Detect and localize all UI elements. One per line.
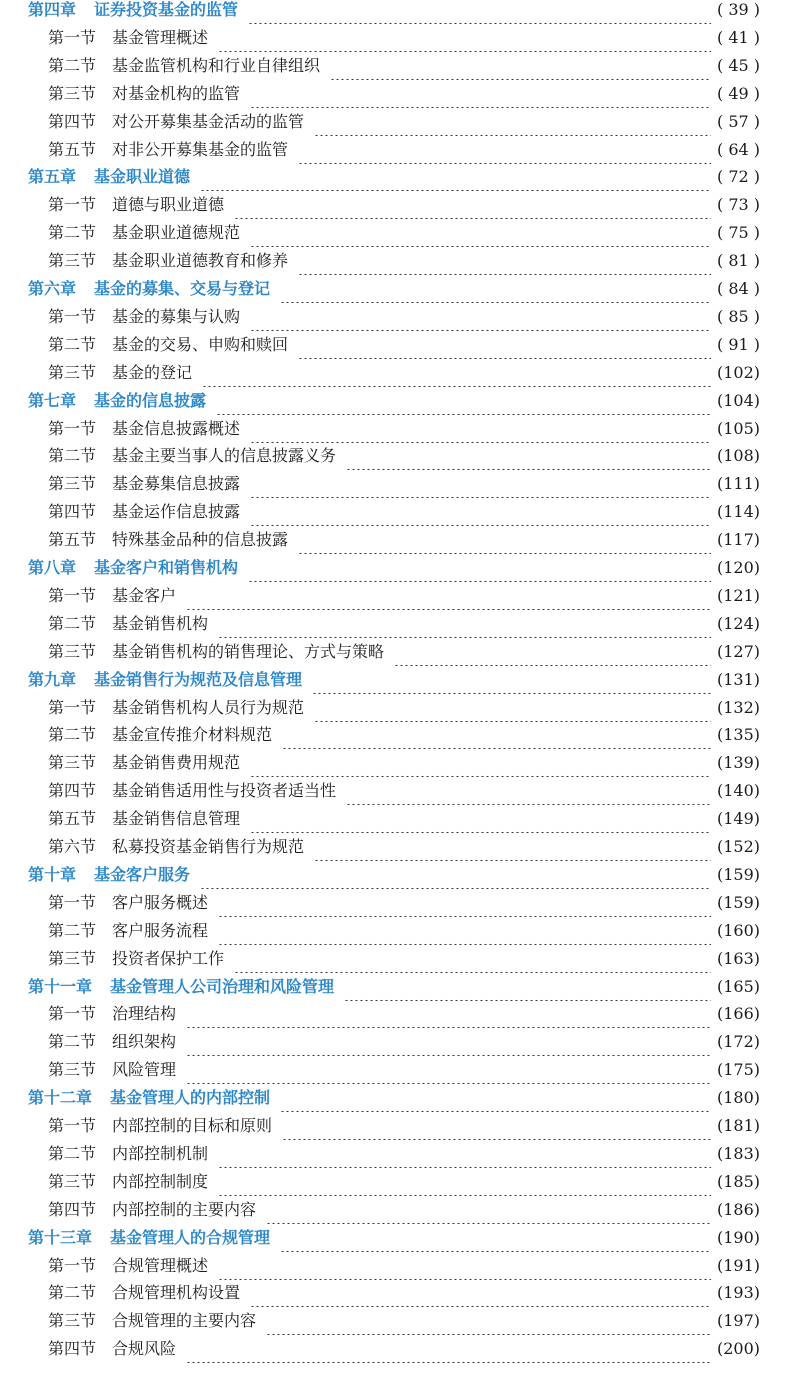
section-number: 第五节 bbox=[48, 530, 97, 550]
section-number: 第二节 bbox=[48, 725, 97, 745]
section-title: 基金的登记 bbox=[112, 362, 193, 382]
toc-chapter-entry[interactable] bbox=[28, 666, 760, 694]
dot-leader bbox=[314, 694, 711, 722]
page-number: (149) bbox=[716, 809, 760, 829]
section-number: 第三节 bbox=[48, 83, 97, 103]
dot-leader bbox=[266, 1307, 711, 1335]
chapter-number: 第七章 bbox=[28, 390, 77, 410]
section-number: 第二节 bbox=[48, 223, 97, 243]
section-number: 第二节 bbox=[48, 55, 97, 75]
page-number: (185) bbox=[716, 1171, 760, 1191]
toc-section-entry[interactable] bbox=[48, 1168, 760, 1196]
page-number: (160) bbox=[716, 920, 760, 940]
dot-leader bbox=[186, 1028, 711, 1056]
section-number: 第三节 bbox=[48, 1060, 97, 1080]
chapter-number: 第十章 bbox=[28, 864, 77, 884]
toc-chapter-entry[interactable] bbox=[28, 163, 760, 191]
section-number: 第二节 bbox=[48, 613, 97, 633]
toc-section-entry[interactable] bbox=[48, 498, 760, 526]
section-number: 第一节 bbox=[48, 697, 97, 717]
page-number: ( 73 ) bbox=[716, 195, 760, 215]
page-number: (105) bbox=[716, 418, 760, 438]
toc-section-entry[interactable] bbox=[48, 638, 760, 666]
chapter-number: 第十一章 bbox=[28, 976, 93, 996]
page-number: (191) bbox=[716, 1255, 760, 1275]
section-number: 第六节 bbox=[48, 837, 97, 856]
chapter-number: 第九章 bbox=[28, 669, 77, 689]
section-title: 私募投资基金销售行为规范 bbox=[112, 837, 305, 856]
page-number: (102) bbox=[716, 362, 760, 382]
page-number: (117) bbox=[716, 530, 760, 550]
toc-section-entry[interactable] bbox=[48, 191, 760, 219]
section-title: 投资者保护工作 bbox=[112, 948, 225, 968]
dot-leader bbox=[282, 721, 711, 749]
section-number: 第二节 bbox=[48, 1143, 97, 1163]
dot-leader bbox=[250, 415, 711, 443]
dot-leader bbox=[202, 359, 711, 387]
toc-section-entry[interactable] bbox=[48, 694, 760, 722]
toc-section-entry[interactable] bbox=[48, 108, 760, 136]
page-number: ( 85 ) bbox=[716, 306, 760, 326]
toc-section-entry[interactable] bbox=[48, 833, 760, 861]
dot-leader bbox=[312, 666, 711, 694]
toc-section-entry[interactable] bbox=[48, 1252, 760, 1280]
page-number: (186) bbox=[716, 1199, 760, 1219]
dot-leader bbox=[186, 1056, 711, 1084]
toc-section-entry[interactable] bbox=[48, 442, 760, 470]
page-number: (159) bbox=[716, 864, 760, 884]
page-number: ( 81 ) bbox=[716, 251, 760, 271]
page-number: (111) bbox=[716, 474, 760, 494]
chapter-title: 基金客户和销售机构 bbox=[94, 558, 239, 577]
toc-section-entry[interactable] bbox=[48, 1112, 760, 1140]
section-number: 第一节 bbox=[48, 27, 97, 47]
page-number: (165) bbox=[716, 976, 760, 996]
section-number: 第三节 bbox=[48, 474, 97, 494]
section-number: 第一节 bbox=[48, 306, 97, 326]
toc-section-entry[interactable] bbox=[48, 805, 760, 833]
section-title: 基金募集信息披露 bbox=[112, 474, 241, 494]
dot-leader bbox=[250, 219, 711, 247]
section-number: 第三节 bbox=[48, 948, 97, 968]
dot-leader bbox=[186, 1000, 711, 1028]
toc-section-entry[interactable] bbox=[48, 917, 760, 945]
toc-section-entry[interactable] bbox=[48, 1196, 760, 1224]
page-number: (181) bbox=[716, 1116, 760, 1135]
toc-chapter-entry[interactable] bbox=[28, 973, 760, 1001]
toc-section-entry[interactable] bbox=[48, 721, 760, 749]
toc-section-entry[interactable] bbox=[48, 80, 760, 108]
section-number: 第三节 bbox=[48, 753, 97, 773]
section-title: 内部控制的目标和原则 bbox=[112, 1116, 273, 1135]
section-title: 特殊基金品种的信息披露 bbox=[112, 530, 289, 550]
section-title: 合规管理概述 bbox=[112, 1255, 209, 1275]
section-number: 第一节 bbox=[48, 418, 97, 438]
chapter-title: 基金职业道德 bbox=[94, 167, 191, 187]
page-number: ( 91 ) bbox=[716, 334, 760, 354]
toc-section-entry[interactable] bbox=[48, 470, 760, 498]
page-number: (193) bbox=[716, 1283, 760, 1303]
section-number: 第五节 bbox=[48, 139, 97, 159]
toc-section-entry[interactable] bbox=[48, 331, 760, 359]
dot-leader bbox=[218, 917, 711, 945]
chapter-number: 第六章 bbox=[28, 279, 77, 298]
section-title: 基金监管机构和行业自律组织 bbox=[112, 55, 321, 75]
section-title: 客户服务概述 bbox=[112, 892, 209, 912]
page-number: ( 39 ) bbox=[716, 0, 760, 19]
section-title: 风险管理 bbox=[112, 1060, 177, 1080]
section-title: 基金销售机构人员行为规范 bbox=[112, 697, 305, 717]
section-title: 对非公开募集基金的监管 bbox=[112, 139, 289, 159]
toc-section-entry[interactable] bbox=[48, 52, 760, 80]
page-number: (159) bbox=[716, 892, 760, 912]
toc-chapter-entry[interactable] bbox=[28, 861, 760, 889]
section-number: 第一节 bbox=[48, 1116, 97, 1135]
toc-section-entry[interactable] bbox=[48, 1307, 760, 1335]
chapter-title: 基金客户服务 bbox=[94, 864, 191, 884]
toc-chapter-entry[interactable] bbox=[28, 554, 760, 582]
chapter-number: 第八章 bbox=[28, 558, 77, 577]
section-number: 第三节 bbox=[48, 362, 97, 382]
dot-leader bbox=[218, 610, 711, 638]
chapter-title: 基金管理人的合规管理 bbox=[110, 1227, 271, 1247]
section-title: 合规管理机构设置 bbox=[112, 1283, 241, 1303]
dot-leader bbox=[346, 777, 711, 805]
page-number: (131) bbox=[716, 669, 760, 689]
dot-leader bbox=[250, 805, 711, 833]
dot-leader bbox=[298, 136, 711, 164]
chapter-number: 第四章 bbox=[28, 0, 77, 19]
section-title: 内部控制机制 bbox=[112, 1143, 209, 1163]
section-title: 治理结构 bbox=[112, 1004, 177, 1024]
dot-leader bbox=[218, 889, 711, 917]
page-number: (135) bbox=[716, 725, 760, 745]
page-number: ( 41 ) bbox=[716, 27, 760, 47]
chapter-title: 基金管理人公司治理和风险管理 bbox=[110, 976, 335, 996]
toc-section-entry[interactable] bbox=[48, 582, 760, 610]
section-number: 第一节 bbox=[48, 892, 97, 912]
dot-leader bbox=[314, 833, 711, 861]
section-title: 基金的交易、申购和赎回 bbox=[112, 334, 289, 354]
section-title: 道德与职业道德 bbox=[112, 195, 225, 215]
page-number: (104) bbox=[716, 390, 760, 410]
dot-leader bbox=[280, 1224, 711, 1252]
dot-leader bbox=[234, 945, 711, 973]
chapter-title: 基金的募集、交易与登记 bbox=[94, 279, 271, 298]
dot-leader bbox=[250, 1279, 711, 1307]
dot-leader bbox=[186, 1335, 711, 1363]
section-title: 合规风险 bbox=[112, 1339, 177, 1359]
chapter-title: 基金管理人的内部控制 bbox=[110, 1088, 271, 1108]
section-number: 第三节 bbox=[48, 641, 97, 661]
dot-leader bbox=[298, 247, 711, 275]
dot-leader bbox=[394, 638, 711, 666]
page-number: ( 64 ) bbox=[716, 139, 760, 159]
chapter-number: 第十三章 bbox=[28, 1227, 93, 1247]
toc-section-entry[interactable] bbox=[48, 889, 760, 917]
dot-leader bbox=[280, 275, 711, 303]
toc-section-entry[interactable] bbox=[48, 777, 760, 805]
chapter-title: 基金销售行为规范及信息管理 bbox=[94, 669, 303, 689]
section-number: 第二节 bbox=[48, 1032, 97, 1052]
toc-section-entry[interactable] bbox=[48, 1028, 760, 1056]
section-title: 基金的募集与认购 bbox=[112, 306, 241, 326]
toc-section-entry[interactable] bbox=[48, 359, 760, 387]
page-number: (139) bbox=[716, 753, 760, 773]
toc-section-entry[interactable] bbox=[48, 610, 760, 638]
page-number: (183) bbox=[716, 1143, 760, 1163]
dot-leader bbox=[200, 861, 711, 889]
section-title: 基金职业道德规范 bbox=[112, 223, 241, 243]
toc-section-entry[interactable] bbox=[48, 136, 760, 164]
dot-leader bbox=[218, 1252, 711, 1280]
page-number: (175) bbox=[716, 1060, 760, 1080]
section-title: 客户服务流程 bbox=[112, 920, 209, 940]
section-title: 对基金机构的监管 bbox=[112, 83, 241, 103]
dot-leader bbox=[250, 749, 711, 777]
dot-leader bbox=[330, 52, 711, 80]
section-title: 基金主要当事人的信息披露义务 bbox=[112, 446, 337, 466]
dot-leader bbox=[218, 1168, 711, 1196]
section-title: 基金客户 bbox=[112, 585, 177, 605]
chapter-title: 基金的信息披露 bbox=[94, 390, 207, 410]
toc-section-entry[interactable] bbox=[48, 945, 760, 973]
page-number: (172) bbox=[716, 1032, 760, 1052]
toc-chapter-entry[interactable] bbox=[28, 1084, 760, 1112]
dot-leader bbox=[314, 108, 711, 136]
toc-chapter-entry[interactable] bbox=[28, 387, 760, 415]
dot-leader bbox=[218, 24, 711, 52]
page-number: (140) bbox=[716, 781, 760, 801]
section-number: 第二节 bbox=[48, 920, 97, 940]
dot-leader bbox=[248, 0, 711, 24]
section-title: 基金运作信息披露 bbox=[112, 502, 241, 522]
chapter-title: 证券投资基金的监管 bbox=[94, 0, 239, 19]
toc-section-entry[interactable] bbox=[48, 24, 760, 52]
page-number: (180) bbox=[716, 1088, 760, 1108]
dot-leader bbox=[344, 973, 711, 1001]
toc-section-entry[interactable] bbox=[48, 526, 760, 554]
section-number: 第二节 bbox=[48, 446, 97, 466]
toc-chapter-entry[interactable] bbox=[28, 0, 760, 24]
section-number: 第三节 bbox=[48, 251, 97, 271]
dot-leader bbox=[266, 1196, 711, 1224]
section-number: 第五节 bbox=[48, 809, 97, 829]
section-number: 第三节 bbox=[48, 1311, 97, 1331]
section-number: 第二节 bbox=[48, 334, 97, 354]
page-number: ( 45 ) bbox=[716, 55, 760, 75]
chapter-number: 第十二章 bbox=[28, 1088, 93, 1108]
page-number: ( 72 ) bbox=[716, 167, 760, 187]
chapter-number: 第五章 bbox=[28, 167, 77, 187]
toc-section-entry[interactable] bbox=[48, 303, 760, 331]
section-number: 第一节 bbox=[48, 1255, 97, 1275]
dot-leader bbox=[282, 1112, 711, 1140]
section-title: 基金销售适用性与投资者适当性 bbox=[112, 781, 337, 801]
page-number: (152) bbox=[716, 837, 760, 856]
toc-section-entry[interactable] bbox=[48, 415, 760, 443]
page-number: (120) bbox=[716, 558, 760, 577]
page-number: (200) bbox=[716, 1339, 760, 1359]
page-number: (190) bbox=[716, 1227, 760, 1247]
dot-leader bbox=[298, 331, 711, 359]
section-title: 内部控制制度 bbox=[112, 1171, 209, 1191]
dot-leader bbox=[346, 442, 711, 470]
page-number: (163) bbox=[716, 948, 760, 968]
dot-leader bbox=[250, 303, 711, 331]
section-number: 第四节 bbox=[48, 1339, 97, 1359]
page-number: ( 57 ) bbox=[716, 111, 760, 131]
section-number: 第一节 bbox=[48, 195, 97, 215]
dot-leader bbox=[280, 1084, 711, 1112]
section-title: 组织架构 bbox=[112, 1032, 177, 1052]
section-title: 内部控制的主要内容 bbox=[112, 1199, 257, 1219]
section-number: 第二节 bbox=[48, 1283, 97, 1303]
section-title: 基金销售机构的销售理论、方式与策略 bbox=[112, 641, 385, 661]
toc-section-entry[interactable] bbox=[48, 219, 760, 247]
section-number: 第四节 bbox=[48, 111, 97, 131]
section-title: 基金宣传推介材料规范 bbox=[112, 725, 273, 745]
toc-section-entry[interactable] bbox=[48, 1140, 760, 1168]
dot-leader bbox=[186, 582, 711, 610]
section-title: 基金销售机构 bbox=[112, 613, 209, 633]
toc-chapter-entry[interactable] bbox=[28, 275, 760, 303]
toc-section-entry[interactable] bbox=[48, 1000, 760, 1028]
section-title: 基金信息披露概述 bbox=[112, 418, 241, 438]
toc-section-entry[interactable] bbox=[48, 1056, 760, 1084]
toc-section-entry[interactable] bbox=[48, 1335, 760, 1363]
toc-section-entry[interactable] bbox=[48, 749, 760, 777]
section-title: 基金销售信息管理 bbox=[112, 809, 241, 829]
toc-chapter-entry[interactable] bbox=[28, 1224, 760, 1252]
page-number: (127) bbox=[716, 641, 760, 661]
section-title: 基金职业道德教育和修养 bbox=[112, 251, 289, 271]
section-number: 第三节 bbox=[48, 1171, 97, 1191]
section-title: 合规管理的主要内容 bbox=[112, 1311, 257, 1331]
dot-leader bbox=[200, 163, 711, 191]
page-number: ( 49 ) bbox=[716, 83, 760, 103]
dot-leader bbox=[250, 498, 711, 526]
dot-leader bbox=[216, 387, 711, 415]
toc-section-entry[interactable] bbox=[48, 1279, 760, 1307]
page-number: ( 75 ) bbox=[716, 223, 760, 243]
dot-leader bbox=[250, 470, 711, 498]
section-number: 第四节 bbox=[48, 1199, 97, 1219]
dot-leader bbox=[250, 80, 711, 108]
page-number: (132) bbox=[716, 697, 760, 717]
dot-leader bbox=[218, 1140, 711, 1168]
page-number: (108) bbox=[716, 446, 760, 466]
section-number: 第一节 bbox=[48, 585, 97, 605]
page-number: (124) bbox=[716, 613, 760, 633]
page-number: (166) bbox=[716, 1004, 760, 1024]
page-number: (114) bbox=[716, 502, 760, 522]
section-number: 第四节 bbox=[48, 781, 97, 801]
dot-leader bbox=[234, 191, 711, 219]
dot-leader bbox=[298, 526, 711, 554]
toc-section-entry[interactable] bbox=[48, 247, 760, 275]
section-title: 对公开募集基金活动的监管 bbox=[112, 111, 305, 131]
page-number: (121) bbox=[716, 585, 760, 605]
dot-leader bbox=[248, 554, 711, 582]
page-number: (197) bbox=[716, 1311, 760, 1331]
section-number: 第四节 bbox=[48, 502, 97, 522]
section-title: 基金管理概述 bbox=[112, 27, 209, 47]
section-number: 第一节 bbox=[48, 1004, 97, 1024]
page-number: ( 84 ) bbox=[716, 279, 760, 298]
section-title: 基金销售费用规范 bbox=[112, 753, 241, 773]
